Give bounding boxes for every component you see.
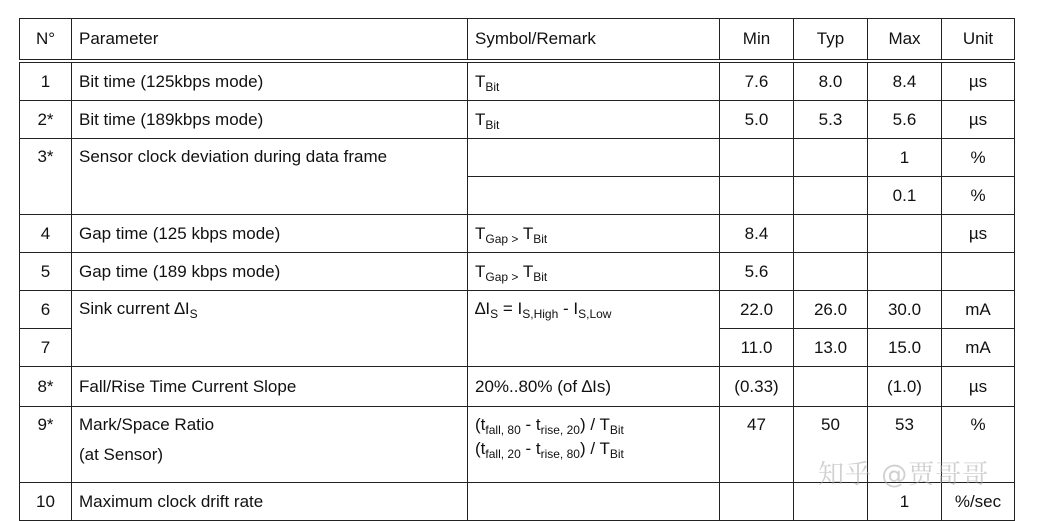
symbol-part: ) / T: [579, 439, 610, 458]
row-typ: 8.0: [794, 61, 868, 101]
header-unit: Unit: [942, 19, 1015, 62]
row-max: (1.0): [868, 367, 942, 407]
row-unit: mA: [942, 329, 1015, 367]
symbol-part: (t: [475, 415, 486, 434]
row-max: 15.0: [868, 329, 942, 367]
symbol-part: (t: [475, 439, 486, 458]
symbol-part: T: [475, 261, 486, 281]
row-min: 5.0: [720, 101, 794, 139]
row-unit: µs: [942, 215, 1015, 253]
row-max: 5.6: [868, 101, 942, 139]
row-unit: %: [942, 407, 1015, 483]
row-symbol: [468, 215, 720, 253]
header-symbol: Symbol/Remark: [468, 19, 720, 62]
symbol-sub: S: [490, 307, 499, 321]
symbol-main: T: [475, 71, 486, 91]
row-no: 10: [20, 483, 72, 521]
parameter-line2: (at Sensor): [79, 445, 164, 464]
row-max: 8.4: [868, 61, 942, 101]
row-typ: 13.0: [794, 329, 868, 367]
row-parameter: Gap time (125 kbps mode): [72, 215, 468, 253]
row-min: 22.0: [720, 291, 794, 329]
row-no: 7: [20, 329, 72, 367]
symbol-sub: Bit: [533, 269, 548, 284]
table-row: [20, 61, 1015, 101]
symbol-sub: Gap >: [485, 269, 519, 284]
symbol-sub: rise, 80: [540, 447, 580, 461]
row-unit: mA: [942, 291, 1015, 329]
row-no: 6: [20, 291, 72, 329]
symbol-part: T: [518, 223, 534, 243]
row-max: 0.1: [868, 177, 942, 215]
parameter-text: Mark/Space Ratio: [79, 415, 215, 434]
row-symbol: [468, 177, 720, 215]
row-no: 3*: [20, 139, 72, 215]
symbol-part: - t: [520, 415, 541, 434]
row-min: [720, 483, 794, 521]
symbol-sub: fall, 80: [485, 423, 521, 437]
row-typ: [794, 215, 868, 253]
symbol-main: T: [475, 109, 486, 129]
row-min: 5.6: [720, 253, 794, 291]
row-symbol: 20%..80% (of ∆Is): [468, 367, 720, 407]
row-max: 30.0: [868, 291, 942, 329]
table-row: [20, 139, 1015, 177]
row-typ: 26.0: [794, 291, 868, 329]
row-parameter: Bit time (189kbps mode): [72, 101, 468, 139]
parameter-sub: S: [189, 307, 198, 321]
spec-table: [19, 18, 1015, 521]
row-typ: [794, 177, 868, 215]
row-min: [720, 177, 794, 215]
symbol-part: T: [475, 223, 486, 243]
symbol-line-2: [475, 439, 712, 459]
row-unit: µs: [942, 367, 1015, 407]
header-parameter: Parameter: [72, 19, 468, 62]
row-symbol: [468, 61, 720, 101]
row-parameter: [72, 291, 468, 367]
row-symbol: [468, 139, 720, 177]
row-parameter: Gap time (189 kbps mode): [72, 253, 468, 291]
row-max: [868, 215, 942, 253]
symbol-part: - t: [520, 439, 541, 458]
symbol-sub: S,Low: [578, 307, 612, 321]
header-max: Max: [868, 19, 942, 62]
row-parameter: Bit time (125kbps mode): [72, 61, 468, 101]
row-parameter: Maximum clock drift rate: [72, 483, 468, 521]
symbol-line-1: [475, 415, 712, 435]
header-typ: Typ: [794, 19, 868, 62]
row-typ: 5.3: [794, 101, 868, 139]
row-unit: %/sec: [942, 483, 1015, 521]
row-typ: [794, 367, 868, 407]
row-no: 8*: [20, 367, 72, 407]
row-symbol: [468, 253, 720, 291]
row-parameter: Sensor clock deviation during data frame: [72, 139, 468, 215]
row-typ: [794, 139, 868, 177]
row-min: 47: [720, 407, 794, 483]
symbol-sub: Bit: [609, 447, 624, 461]
table-row: [20, 253, 1015, 291]
row-no: 5: [20, 253, 72, 291]
row-min: 11.0: [720, 329, 794, 367]
parameter-text: Sink current ∆I: [79, 299, 190, 318]
row-max: 1: [868, 483, 942, 521]
row-no: 4: [20, 215, 72, 253]
symbol-sub: Bit: [485, 117, 500, 132]
row-no: 2*: [20, 101, 72, 139]
row-min: (0.33): [720, 367, 794, 407]
row-unit: %: [942, 139, 1015, 177]
row-symbol: [468, 291, 720, 367]
header-row: [20, 19, 1015, 62]
row-unit: µs: [942, 101, 1015, 139]
symbol-part: = I: [498, 299, 523, 318]
symbol-part: ) / T: [579, 415, 610, 434]
row-max: 1: [868, 139, 942, 177]
row-unit: µs: [942, 61, 1015, 101]
row-max: 53: [868, 407, 942, 483]
table-row: [20, 215, 1015, 253]
symbol-sub: Gap >: [485, 231, 519, 246]
row-min: 8.4: [720, 215, 794, 253]
watermark: 知乎 @贾哥哥: [818, 460, 990, 490]
row-symbol: [468, 407, 720, 483]
row-parameter: Fall/Rise Time Current Slope: [72, 367, 468, 407]
symbol-sub: Bit: [485, 79, 500, 94]
symbol-sub: Bit: [609, 423, 624, 437]
row-symbol: [468, 483, 720, 521]
table-row: [20, 101, 1015, 139]
symbol-sub: Bit: [533, 231, 548, 246]
symbol-sub: S,High: [522, 307, 559, 321]
header-min: Min: [720, 19, 794, 62]
symbol-part: ∆I: [475, 299, 491, 318]
table-row: [20, 291, 1015, 329]
row-unit: %: [942, 177, 1015, 215]
row-max: [868, 253, 942, 291]
row-typ: [794, 253, 868, 291]
row-parameter: [72, 407, 468, 483]
symbol-sub: rise, 20: [540, 423, 580, 437]
row-min: 7.6: [720, 61, 794, 101]
symbol-part: - I: [558, 299, 579, 318]
row-no: 9*: [20, 407, 72, 483]
row-unit: [942, 253, 1015, 291]
row-min: [720, 139, 794, 177]
row-no: 1: [20, 61, 72, 101]
header-no: N°: [20, 19, 72, 62]
row-typ: 50: [794, 407, 868, 483]
symbol-sub: fall, 20: [485, 447, 521, 461]
table-row: [20, 367, 1015, 407]
row-symbol: [468, 101, 720, 139]
symbol-part: T: [518, 261, 534, 281]
